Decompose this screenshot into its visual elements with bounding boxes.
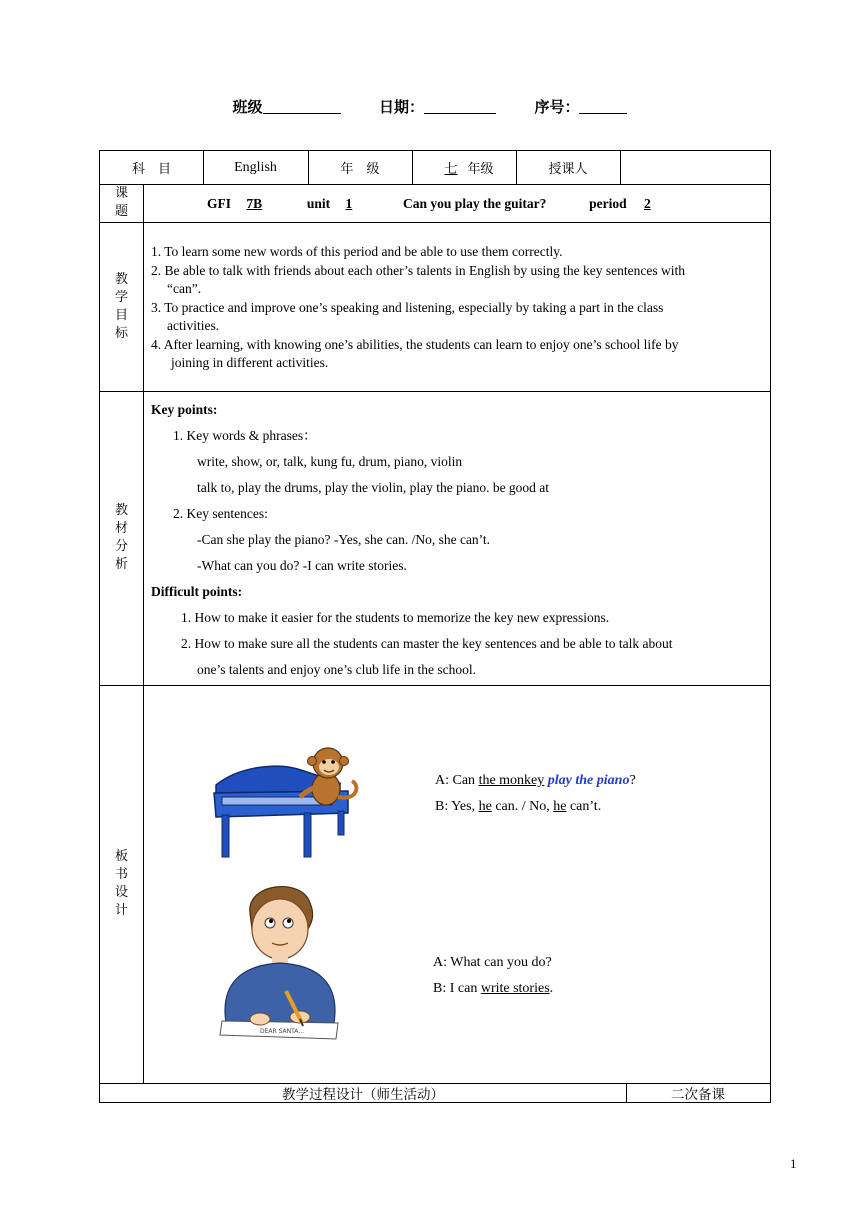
objectives-label-cell: [100, 222, 143, 391]
teacher-value[interactable]: [620, 151, 770, 184]
dialogue-text: A: Can: [435, 773, 479, 788]
topic-title: Can you play the guitar?: [403, 196, 547, 211]
grade-label: 年 级: [340, 162, 380, 177]
dialogue-pronoun: he: [553, 799, 567, 814]
dialogue-1: [435, 768, 636, 820]
gfi-label: GFI: [207, 196, 232, 211]
label-col-divider: [143, 184, 144, 1083]
dialogue-2-answer: [433, 976, 553, 1002]
row-divider: [100, 184, 770, 185]
subject-label: 科 目: [131, 162, 171, 177]
gfi-value: 7B: [246, 196, 263, 211]
difficult-points-title: Difficult points:: [151, 584, 243, 599]
class-label: 班级: [232, 98, 263, 116]
subject-value: English: [234, 159, 277, 175]
document-header: [0, 96, 860, 117]
key-sentence: -What can you do? -I can write stories.: [197, 558, 407, 573]
grade-suffix: 年级: [467, 162, 494, 177]
process-label: 教学过程设计（师生活动）: [282, 1086, 444, 1103]
topic-label: 课题: [114, 186, 128, 219]
key-sentences-title: 2. Key sentences:: [173, 506, 268, 521]
dialogue-verb: play the piano: [547, 773, 630, 788]
row-divider: [100, 391, 770, 392]
unit-value: 1: [345, 196, 353, 211]
dialogue-subject: the monkey: [478, 773, 545, 788]
period-value: 2: [643, 196, 651, 211]
dialogue-2-question: A: What can you do?: [433, 955, 552, 970]
dialogue-text: can’t.: [566, 799, 602, 814]
objective-item: 4. After learning, with knowing one’s abilities, the students can learn to enjoy one’s school life by: [151, 336, 679, 352]
period-label: period: [589, 196, 627, 211]
dialogue-text: B: Yes,: [435, 799, 479, 814]
monkey-piano-illustration: [208, 741, 368, 861]
analysis-label: 教材分析: [114, 503, 128, 572]
key-points-title: Key points:: [151, 402, 218, 417]
key-sentence: -Can she play the piano? -Yes, she can. /No, she can’t.: [197, 532, 491, 547]
board-label: 板书设计: [114, 849, 128, 918]
objective-item-cont: activities.: [167, 318, 220, 333]
key-phrases: talk to, play the drums, play the violin, play the piano. be good at: [197, 480, 550, 495]
row-divider: [100, 685, 770, 686]
date-blank[interactable]: [424, 99, 496, 114]
difficult-point-cont: one’s talents and enjoy one’s club life in the school.: [197, 662, 476, 677]
dialogue-text: B: I can: [433, 981, 481, 996]
dialogue-text: .: [549, 981, 554, 996]
date-label: 日期：: [378, 98, 424, 116]
teacher-label: 授课人: [548, 162, 588, 177]
lesson-plan-table: [99, 150, 771, 1103]
dialogue-2: [433, 950, 553, 1002]
dialogue-1-question: [435, 768, 636, 794]
dialogue-1-answer: [435, 794, 636, 820]
class-blank[interactable]: [263, 99, 341, 114]
analysis-label-cell: [100, 391, 143, 685]
objective-item: 1. To learn some new words of this period and be able to use them correctly.: [151, 244, 563, 259]
unit-label: unit: [306, 196, 331, 211]
dialogue-pronoun: he: [478, 799, 492, 814]
objective-item: 2. Be able to talk with friends about each other’s talents in English by using the key sentences with: [151, 262, 686, 278]
seq-label: 序号：: [534, 98, 580, 116]
grade-cell: [412, 151, 516, 184]
key-words-title: 1. Key words & phrases：: [173, 428, 317, 443]
difficult-point: 1. How to make it easier for the students to memorize the key new expressions.: [181, 610, 610, 625]
board-label-cell: [100, 685, 143, 1083]
grade-value: 七: [444, 162, 458, 177]
topic-line: [207, 196, 767, 212]
row-divider: [100, 222, 770, 223]
objective-item: 3. To practice and improve one’s speaking and listening, especially by taking a part in the class: [151, 299, 664, 315]
seq-blank[interactable]: [579, 99, 627, 114]
difficult-point: 2. How to make sure all the students can master the key sentences and be able to talk about: [181, 636, 673, 651]
topic-label-cell: [100, 184, 143, 222]
boy-writing-illustration: [212, 873, 352, 1043]
objective-item-cont: joining in different activities.: [171, 355, 329, 370]
dialogue-object: write stories: [480, 981, 550, 996]
objectives-label: 教学目标: [114, 271, 128, 341]
paper-text: DEAR SANTA...: [259, 1028, 305, 1035]
page-number: 1: [790, 1156, 797, 1171]
dialogue-text: can. / No,: [491, 799, 554, 814]
key-words: write, show, or, talk, kung fu, drum, piano, violin: [197, 454, 463, 469]
objective-item-cont: “can”.: [167, 281, 202, 296]
objectives-list: [151, 243, 766, 373]
analysis-content: [151, 397, 766, 683]
second-prep-label: 二次备课: [671, 1086, 725, 1103]
dialogue-text: ?: [629, 773, 636, 788]
